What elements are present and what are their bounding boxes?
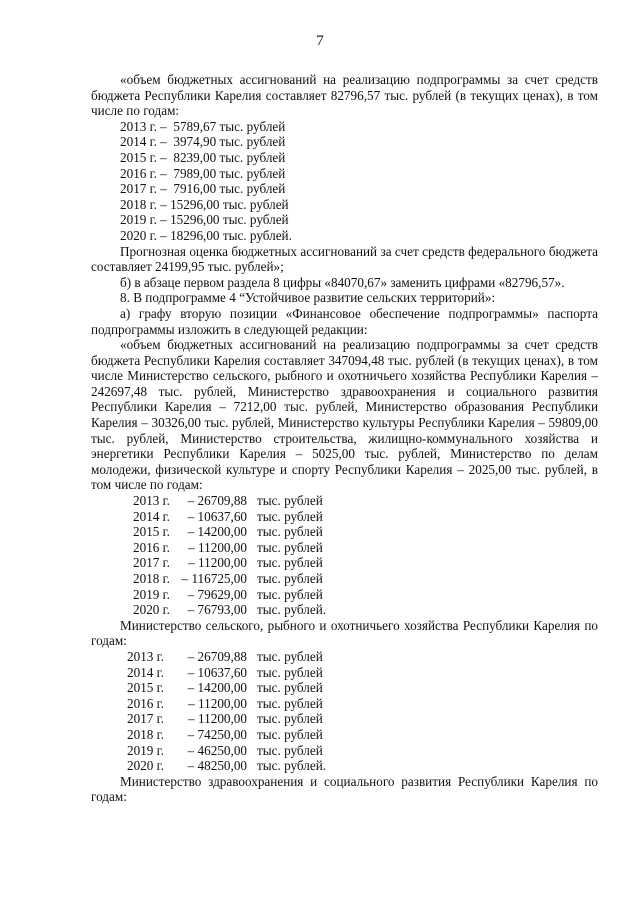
table-row [91, 696, 598, 712]
year-cell: 2017 г. [127, 711, 164, 727]
year-cell: 2017 г. [133, 555, 170, 571]
list-item: 2017 г. – 7916,00 тыс. рублей [120, 181, 286, 197]
value-cell: – 48250,00 [187, 758, 247, 774]
table-row [91, 555, 598, 571]
table-row [91, 602, 598, 618]
unit-cell: тыс. рублей. [257, 602, 327, 618]
paragraph-amendment-a: а) графу вторую позиции «Финансовое обеспечение подпрограммы» паспорта подпрограммы изложить в следующей редакции: [91, 305, 598, 337]
paragraph-ministry-agriculture: Министерство сельского, рыбного и охотничьего хозяйства Республики Карелия по годам: [91, 617, 598, 649]
paragraph-ministry-health: Министерство здравоохранения и социального развития Республики Карелия по годам: [91, 773, 598, 805]
unit-cell: тыс. рублей [257, 571, 323, 586]
value-cell: – 11200,00 [188, 555, 247, 571]
value-cell: – 14200,00 [187, 524, 247, 540]
list-item: 2016 г. – 7989,00 тыс. рублей [120, 165, 286, 181]
year-list-budget [91, 119, 598, 244]
value-cell: – 76793,00 [187, 602, 247, 618]
table-row [91, 665, 598, 681]
value-cell: – 26709,88 [187, 648, 247, 664]
value-cell: – 26709,88 [187, 493, 247, 509]
year-cell: 2016 г. [127, 695, 164, 711]
list-item: 2020 г. – 18296,00 тыс. рублей. [120, 227, 292, 243]
paragraph-budget-details: «объем бюджетных ассигнований на реализацию подпрограммы за счет средств бюджета Республики Карелия составляет 347094,48 тыс. рублей (в текущих ценах), в том числе Министерство сельского, рыбного и охотничьего хозяйства Республики Карелия – 242697,48 тыс. рублей, Министерство здравоохранения и социального развития Республики Карелия – 7212,00 тыс. рублей, Министерство образования Республики Карелия – 30326,00 тыс. рублей, Министерство культуры Республики Карелия – 59809,00 тыс. рублей, Министерство строительства, жилищно-коммунального хозяйства и энергетики Республики Карелия – 5025,00 тыс. рублей, Министерство по делам молодежи, физической культуре и спорту Республики Карелия – 2025,00 тыс. рублей, в том числе по годам: [91, 337, 598, 493]
value-cell: – 74250,00 [187, 726, 247, 742]
page-number: 7 [316, 33, 324, 49]
value-cell: – 79629,00 [187, 586, 247, 602]
table-row [91, 711, 598, 727]
paragraph-amendment-b: б) в абзаце первом раздела 8 цифры «84070,67» заменить цифрами «82796,57». [120, 274, 565, 290]
year-cell: 2015 г. [127, 680, 164, 696]
table-row [91, 524, 598, 540]
unit-cell: тыс. рублей [257, 711, 323, 727]
value-cell: – 10637,60 [187, 664, 247, 680]
unit-cell: тыс. рублей [257, 695, 323, 711]
year-cell: 2016 г. [133, 539, 170, 555]
table-row [91, 571, 598, 587]
table-row [91, 680, 598, 696]
value-cell: – 14200,00 [187, 680, 247, 696]
list-item: 2013 г. – 5789,67 тыс. рублей [120, 118, 286, 134]
unit-cell: тыс. рублей [257, 508, 323, 524]
unit-cell: тыс. рублей [257, 524, 323, 540]
year-cell: 2019 г. [133, 586, 170, 602]
unit-cell: тыс. рублей [257, 648, 323, 664]
year-cell: 2019 г. [127, 742, 164, 758]
table-row [91, 509, 598, 525]
table-row [91, 587, 598, 603]
value-cell: – 11200,00 [188, 695, 247, 711]
table-row [91, 649, 598, 665]
list-item: 2014 г. – 3974,90 тыс. рублей [120, 134, 286, 150]
paragraph-federal-estimate: Прогнозная оценка бюджетных ассигнований за счет средств федерального бюджета составляет 24199,95 тыс. рублей»; [91, 243, 598, 275]
value-cell: – 11200,00 [188, 711, 247, 727]
value-cell: – 116725,00 [181, 571, 247, 586]
value-cell: – 10637,60 [187, 508, 247, 524]
year-cell: 2018 г. [127, 726, 164, 742]
unit-cell: тыс. рублей [257, 555, 323, 571]
year-cell: 2018 г. [133, 571, 170, 586]
year-cell: 2020 г. [127, 758, 164, 774]
unit-cell: тыс. рублей [257, 680, 323, 696]
table-row [91, 727, 598, 743]
unit-cell: тыс. рублей [257, 726, 323, 742]
value-cell: – 46250,00 [187, 742, 247, 758]
unit-cell: тыс. рублей [257, 539, 323, 555]
year-cell: 2013 г. [127, 648, 164, 664]
paragraph-budget-intro: «объем бюджетных ассигнований на реализацию подпрограммы за счет средств бюджета Республики Карелия составляет 82796,57 тыс. рублей (в текущих ценах), в том числе по годам: [91, 72, 598, 119]
unit-cell: тыс. рублей [257, 664, 323, 680]
unit-cell: тыс. рублей. [257, 758, 327, 774]
year-cell: 2015 г. [133, 524, 170, 540]
document-body [91, 72, 598, 805]
year-cell: 2014 г. [133, 508, 170, 524]
list-item: 2019 г. – 15296,00 тыс. рублей [120, 212, 289, 228]
list-item: 2018 г. – 15296,00 тыс. рублей [120, 196, 289, 212]
table-row [91, 493, 598, 509]
unit-cell: тыс. рублей [257, 742, 323, 758]
value-cell: – 11200,00 [188, 539, 247, 555]
list-item: 2015 г. – 8239,00 тыс. рублей [120, 149, 286, 165]
table-row [91, 540, 598, 556]
paragraph-subprogram-4: 8. В подпрограмме 4 “Устойчивое развитие сельских территорий»: [120, 290, 496, 306]
year-cell: 2013 г. [133, 493, 170, 509]
unit-cell: тыс. рублей [257, 586, 323, 602]
table-row [91, 743, 598, 759]
unit-cell: тыс. рублей [257, 493, 323, 509]
year-list-agriculture [91, 649, 598, 774]
year-cell: 2014 г. [127, 664, 164, 680]
table-row [91, 758, 598, 774]
year-cell: 2020 г. [133, 602, 170, 618]
year-list-total [91, 493, 598, 618]
